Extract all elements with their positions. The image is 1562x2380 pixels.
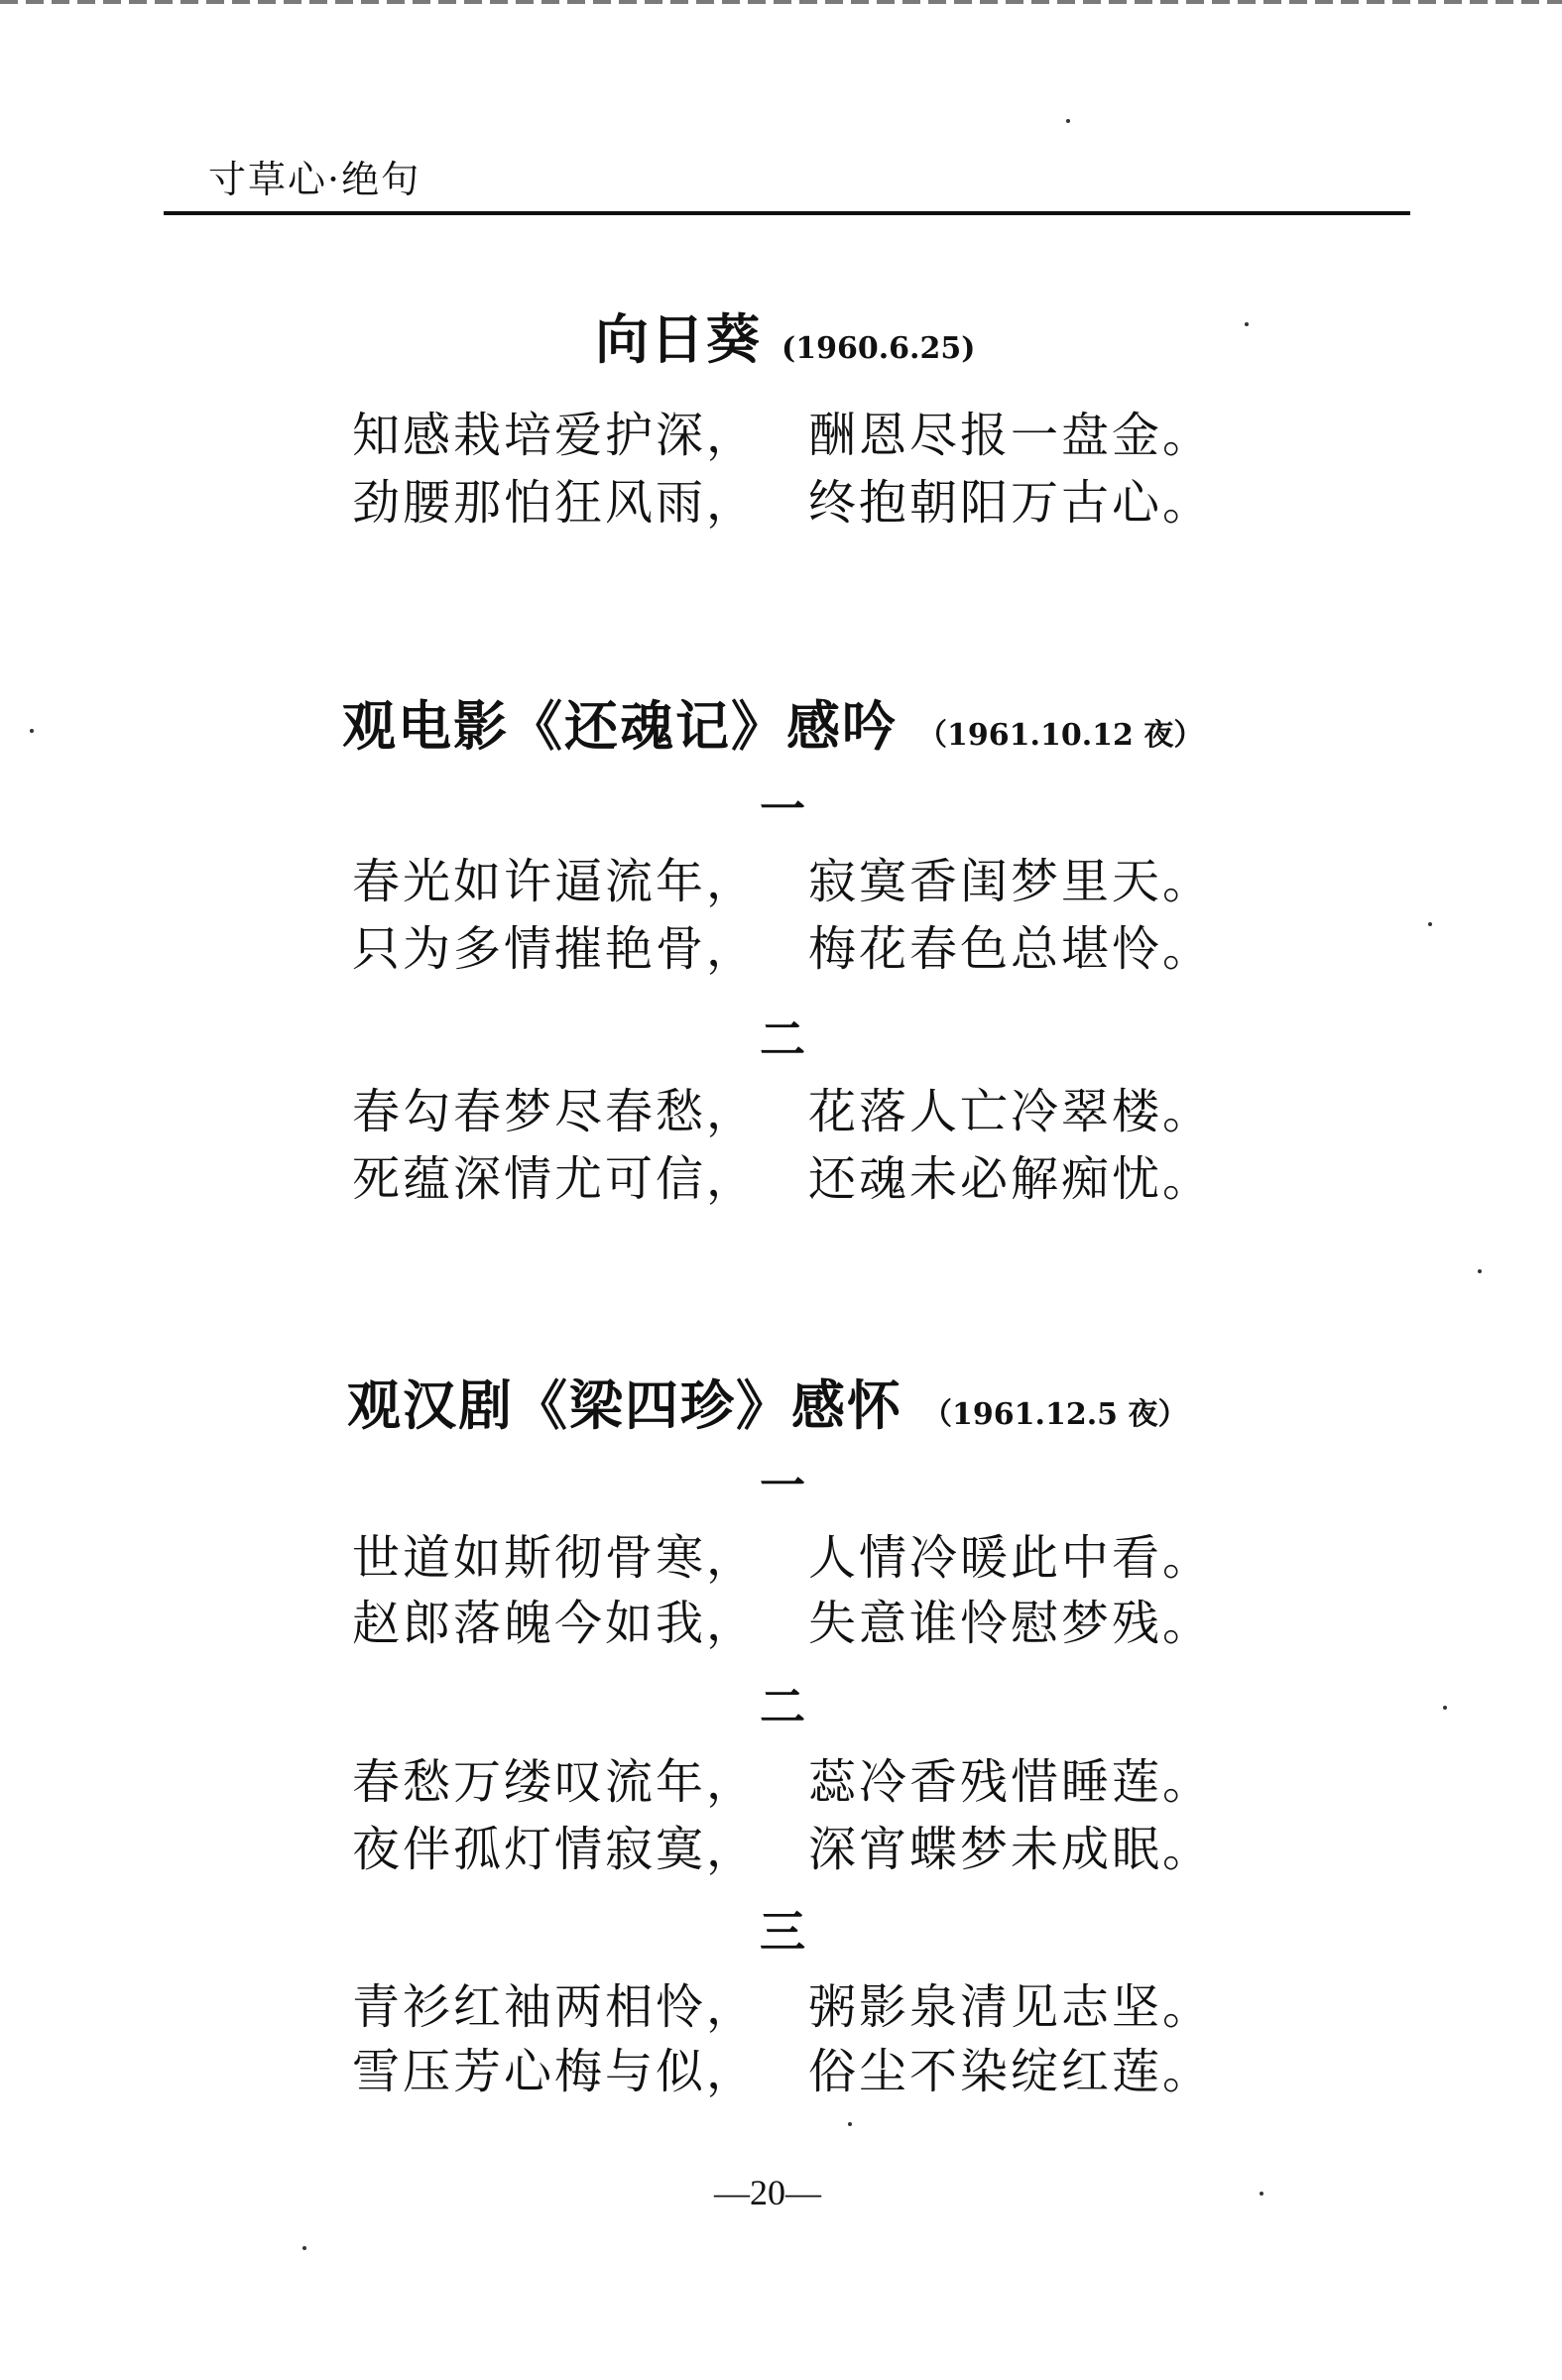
scan-speck (1428, 922, 1432, 926)
page-number: —20— (714, 2173, 821, 2212)
scan-speck (848, 2122, 852, 2126)
poem-title: 观电影《还魂记》感吟 (342, 695, 898, 758)
poem-line: 梅花春色总堪怜。 (808, 921, 1214, 977)
running-header: 寸草心·绝句 (208, 158, 421, 201)
poem-date: （1961.10.12 夜） (917, 718, 1204, 753)
header-rule (164, 211, 1410, 215)
poem-title-row (595, 298, 975, 374)
poem-line: 春光如许逼流年， (352, 854, 758, 909)
poem-title: 观汉剧《梁四珍》感怀 (347, 1374, 902, 1437)
poem-line: 终抱朝阳万古心。 (808, 475, 1214, 531)
poem-line: 粥影泉清见志坚。 (808, 1979, 1214, 2035)
poem-line: 夜伴孤灯情寂寞， (352, 1822, 758, 1877)
scan-speck (1260, 2192, 1263, 2196)
section-numeral: 二 (760, 1680, 805, 1733)
poem-line: 寂寞香闺梦里天。 (808, 854, 1214, 909)
scan-speck (1245, 322, 1249, 326)
section-numeral: 三 (760, 1905, 805, 1959)
poem-line: 青衫红袖两相怜， (352, 1979, 758, 2035)
poem-line: 花落人亡冷翠楼。 (808, 1084, 1214, 1139)
poem-line: 还魂未必解痴忧。 (808, 1151, 1214, 1207)
poem-line: 蕊冷香残惜睡莲。 (808, 1754, 1214, 1810)
poem-line: 赵郎落魄今如我， (352, 1596, 758, 1651)
poem-date: (1960.6.25) (781, 331, 976, 366)
poem-line: 人情冷暖此中看。 (808, 1530, 1214, 1586)
scan-speck (1478, 1269, 1482, 1273)
poem-title-row (347, 1364, 1187, 1440)
poem-line: 劲腰那怕狂风雨， (352, 475, 758, 531)
scan-speck (302, 2246, 306, 2250)
poem-line: 只为多情摧艳骨， (352, 921, 758, 977)
poem-line: 知感栽培爱护深， (352, 408, 758, 463)
poem-line: 雪压芳心梅与似， (352, 2044, 758, 2099)
section-numeral: 一 (760, 782, 805, 836)
scan-speck (1443, 1706, 1447, 1710)
scan-speck (1066, 119, 1070, 123)
poem-line: 世道如斯彻骨寒， (352, 1530, 758, 1586)
poem-line: 春勾春梦尽春愁， (352, 1084, 758, 1139)
section-numeral: 一 (760, 1459, 805, 1512)
poem-line: 失意谁怜慰梦残。 (808, 1596, 1214, 1651)
section-numeral: 二 (760, 1012, 805, 1066)
scan-speck (30, 729, 34, 733)
poem-line: 酬恩尽报一盘金。 (808, 408, 1214, 463)
poem-title-row (342, 684, 1203, 761)
poem-date: （1961.12.5 夜） (922, 1397, 1188, 1432)
poem-title: 向日葵 (595, 308, 762, 371)
poem-line: 春愁万缕叹流年， (352, 1754, 758, 1810)
poem-line: 俗尘不染绽红莲。 (808, 2044, 1214, 2099)
poem-line: 深宵蝶梦未成眠。 (808, 1822, 1214, 1877)
scan-top-edge (0, 0, 1562, 4)
poem-line: 死蕴深情尤可信， (352, 1151, 758, 1207)
